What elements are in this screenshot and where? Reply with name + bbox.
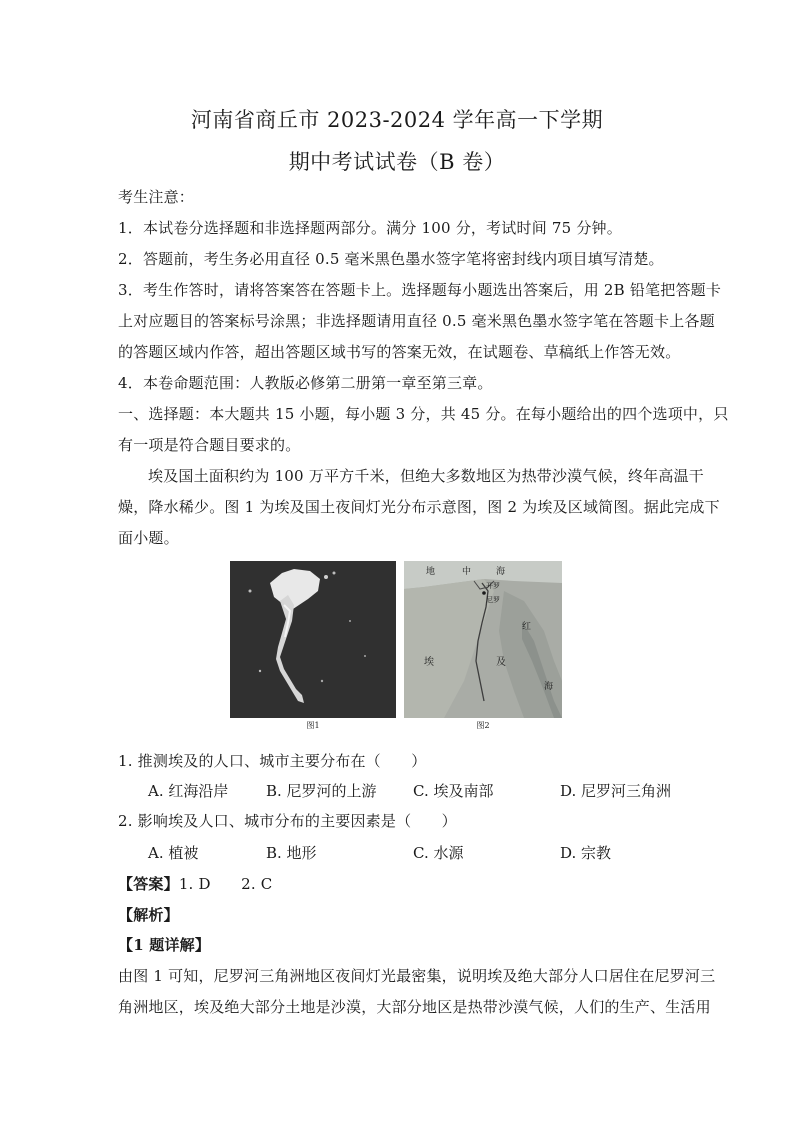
passage-line-2: 燥，降水稀少。图 1 为埃及国土夜间灯光分布示意图，图 2 为埃及区域简图。据此完成下 — [118, 498, 720, 516]
answer-row — [118, 874, 272, 894]
passage-line-3: 面小题。 — [118, 529, 179, 547]
night-lights-image — [230, 561, 396, 718]
q1-option-a: A. 红海沿岸 — [148, 782, 229, 800]
q2-option-b: B. 地形 — [266, 844, 317, 862]
map-label-sea-a: 地 — [426, 567, 436, 577]
egypt-map-image — [404, 561, 562, 718]
figure-2-label: 图2 — [476, 721, 490, 730]
notice-item-3: 3．考生作答时，请将答案答在答题卡上。选择题每小题选出答案后，用 2B 铅笔把答题卡 — [118, 281, 722, 299]
q2-option-a: A. 植被 — [148, 844, 199, 862]
passage-line-1: 埃及国土面积约为 100 万平方千米，但绝大多数地区为热带沙漠气候，终年高温干 — [148, 467, 704, 485]
exam-title: 河南省商丘市 2023-2024 学年高一下学期 — [190, 108, 604, 132]
question-2: 2. 影响埃及人口、城市分布的主要因素是（ ） — [118, 812, 457, 830]
notice-item-4: 4．本卷命题范围：人教版必修第二册第一章至第三章。 — [118, 374, 493, 392]
notice-item-1: 1．本试卷分选择题和非选择题两部分。满分 100 分，考试时间 75 分钟。 — [118, 219, 622, 237]
figure-1-label: 图1 — [306, 721, 320, 730]
q1-option-c: C. 埃及南部 — [413, 782, 494, 800]
notice-item-3-cont2: 的答题区域内作答，超出答题区域书写的答案无效，在试题卷、草稿纸上作答无效。 — [118, 343, 681, 361]
figure-1-night-lights-map — [230, 561, 396, 730]
map-label-egypt-b: 及 — [496, 657, 506, 668]
detail-line-2: 角洲地区，埃及绝大部分土地是沙漠，大部分地区是热带沙漠气候，人们的生产、生活用 — [118, 998, 711, 1016]
map-label-red-a: 红 — [522, 622, 532, 632]
map-label-sea-b: 中 — [462, 567, 472, 577]
detail-line-1: 由图 1 可知，尼罗河三角洲地区夜间灯光最密集，说明埃及绝大部分人口居住在尼罗河三 — [118, 967, 716, 985]
answer-text: 1. D 2. C — [178, 875, 273, 893]
notice-item-3-cont: 上对应题目的答案标号涂黑；非选择题请用直径 0.5 毫米黑色墨水签字笔在答题卡上各题 — [118, 312, 715, 330]
map-label-cairo: 开罗 — [486, 582, 500, 590]
analysis-tag: 【解析】 — [118, 906, 179, 924]
map-label-egypt-a: 埃 — [424, 657, 434, 668]
notice-item-2: 2．答题前，考生务必用直径 0.5 毫米黑色墨水签字笔将密封线内项目填写清楚。 — [118, 250, 664, 268]
section-heading-cont: 有一项是符合题目要求的。 — [118, 436, 301, 454]
map-label-red-b: 海 — [544, 682, 554, 692]
answer-tag: 【答案】 — [118, 875, 179, 893]
map-label-sea-c: 海 — [496, 567, 506, 577]
q2-option-c: C. 水源 — [413, 844, 464, 862]
notice-heading: 考生注意： — [118, 188, 195, 206]
figure-2-egypt-map — [404, 561, 562, 730]
exam-subtitle: 期中考试试卷（B 卷） — [288, 150, 506, 174]
section-heading: 一、选择题：本大题共 15 小题，每小题 3 分，共 45 分。在每小题给出的四个选项中，只 — [118, 405, 729, 423]
map-label-nile: 尼罗 — [486, 596, 500, 604]
q1-option-d: D. 尼罗河三角洲 — [560, 782, 672, 800]
q2-option-d: D. 宗教 — [560, 844, 612, 862]
detail-tag: 【1 题详解】 — [118, 936, 211, 954]
q1-option-b: B. 尼罗河的上游 — [266, 782, 377, 800]
question-1: 1. 推测埃及的人口、城市主要分布在（ ） — [118, 752, 427, 770]
